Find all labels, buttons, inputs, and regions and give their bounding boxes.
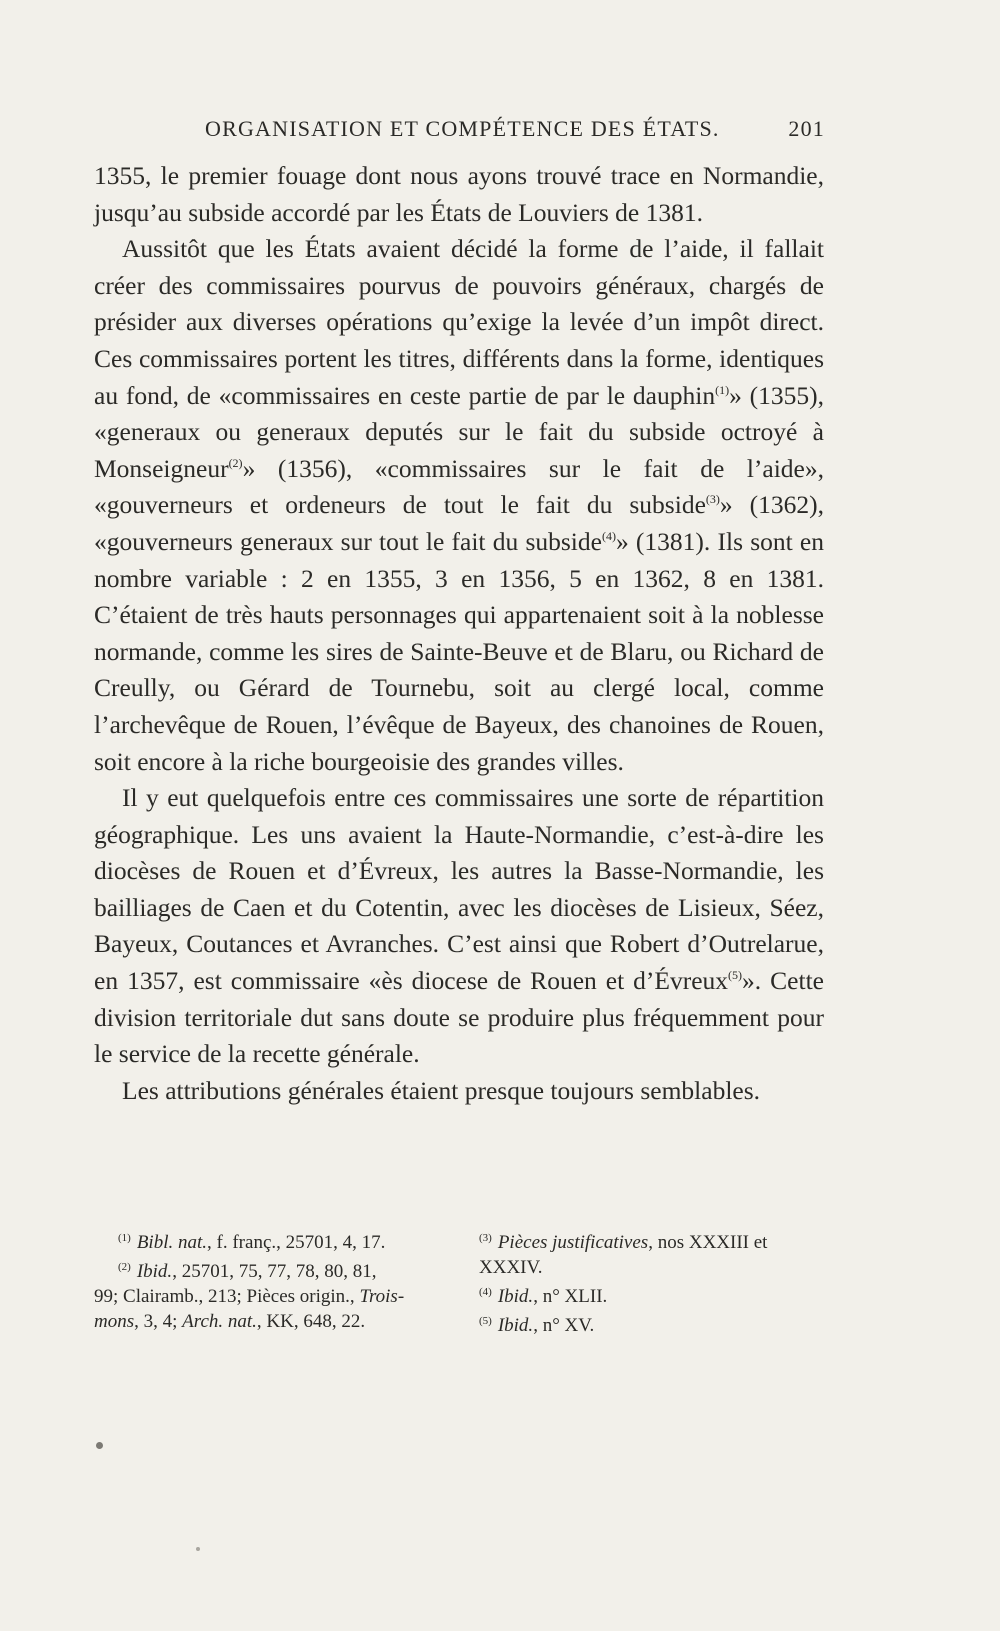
footnote-text: , n° XV.: [533, 1315, 595, 1336]
paragraph: [94, 1073, 824, 1110]
footnote-number: (5): [479, 1315, 492, 1327]
footnote-number: (1): [118, 1232, 131, 1244]
footnotes-left-column: [94, 1226, 444, 1334]
paragraph-text: Les attributions générales étaient presque toujours semblables.: [122, 1075, 761, 1105]
footnote-reference: (3): [705, 492, 720, 507]
paragraph: [94, 780, 824, 1073]
footnote-line: [479, 1309, 824, 1338]
paragraph-text: » (1381). Ils sont en nombre variable : 2 en 1355, 3 en 1356, 5 en 1362, 8 en 1381. C’étaient de très hauts personnages qui appartenaient soit à la noblesse normande, comme les sires de Sainte-Beuve et de Blaru, ou Richard de Creully, ou Gérard de Tournebu, soit au clergé local, comme l’archevêque de Rouen, l’évêque de Bayeux, des chanoines de Rouen, soit encore à la riche bourgeoisie des grandes villes.: [94, 526, 824, 776]
footnote-text: 99; Clairamb., 213; Pièces origin.,: [94, 1286, 360, 1307]
paragraph-text: Aussitôt que les États avaient décidé la forme de l’aide, il fallait créer des commissaires pourvus de pouvoirs généraux, chargés de présider aux diverses opérations qu’exige la levée d’un impôt direct. Ces commissaires portent les titres, différents dans la forme, identiques au fond, de «commissaires en ceste partie de par le dauphin: [94, 234, 824, 410]
footnote-reference: (4): [601, 528, 616, 543]
footnote-number: (4): [479, 1286, 492, 1298]
ink-speck: [196, 1547, 200, 1551]
paragraph-text: ». Cette division territoriale dut sans doute se produire plus fréquemment pour le service de la recette générale.: [94, 966, 824, 1069]
footnote-text: , 3, 4;: [134, 1311, 183, 1332]
footnote-number: (3): [479, 1232, 492, 1244]
footnote-italic-text: Ibid.: [497, 1286, 534, 1307]
footnote-italic-text: mons: [94, 1311, 135, 1332]
footnote-text: , nos XXXIII et: [648, 1232, 768, 1253]
footnote-italic-text: Ibid.: [136, 1261, 173, 1282]
footnote-text: XXXIV.: [479, 1257, 543, 1278]
footnote-italic-text: Bibl. nat.: [136, 1232, 208, 1253]
body-text: [94, 158, 824, 1109]
footnote-italic-text: Arch. nat.: [182, 1311, 257, 1332]
footnote-italic-text: Ibid.: [497, 1315, 534, 1336]
paragraph-text: 1355, le premier fouage dont nous ayons trouvé trace en Normandie, jusqu’au subside accordé par les États de Louviers de 1381.: [94, 161, 824, 227]
footnote-reference: (1): [715, 382, 730, 397]
running-title: ORGANISATION ET COMPÉTENCE DES ÉTATS.: [205, 116, 720, 141]
footnote-line: [479, 1280, 824, 1309]
footnote-line: [94, 1284, 444, 1309]
paragraph-text: » (1355), «generaux ou generaux deputés sur le fait du subside octroyé à Monseigneur: [94, 380, 825, 483]
footnote-number: (2): [118, 1261, 131, 1273]
paragraph-text: » (1362), «gouverneurs generaux sur tout le fait du subside: [94, 490, 825, 556]
page-number: 201: [788, 116, 825, 141]
footnote-line: [94, 1309, 444, 1334]
ink-speck: [96, 1442, 103, 1449]
paragraph-text: Il y eut quelquefois entre ces commissaires une sorte de répartition géographique. Les uns avaient la Haute-Normandie, c’est-à-dire les diocèses de Rouen et d’Évreux, les autres la Basse-Normandie, les bailliages de Caen et du Cotentin, avec les diocèses de Lisieux, Séez, Bayeux, Coutances et Avranches. C’est ainsi que Robert d’Outrelarue, en 1357, est commissaire «ès diocese de Rouen et d’Évreux: [94, 783, 824, 996]
paragraph: [94, 158, 824, 231]
footnote-text: , KK, 648, 22.: [256, 1311, 366, 1332]
footnote-text: , f. franç., 25701, 4, 17.: [207, 1232, 386, 1253]
footnote-line: [479, 1255, 824, 1280]
footnote-text: , n° XLII.: [533, 1286, 608, 1307]
paragraph: [94, 231, 824, 780]
footnotes-right-column: [479, 1226, 824, 1338]
footnote-reference: (5): [728, 968, 743, 983]
footnote-text: , 25701, 75, 77, 78, 80, 81,: [172, 1261, 377, 1282]
footnote-italic-text: Pièces justificatives: [497, 1232, 649, 1253]
footnote-reference: (2): [228, 455, 243, 470]
footnote-line: [94, 1226, 444, 1255]
paragraph-text: » (1356), «commissaires sur le fait de l’aide», «gouverneurs et ordeneurs de tout le fait du subside: [94, 453, 824, 520]
footnote-italic-text: Trois-: [359, 1286, 405, 1307]
footnote-line: [479, 1226, 824, 1255]
footnote-line: [94, 1255, 444, 1284]
